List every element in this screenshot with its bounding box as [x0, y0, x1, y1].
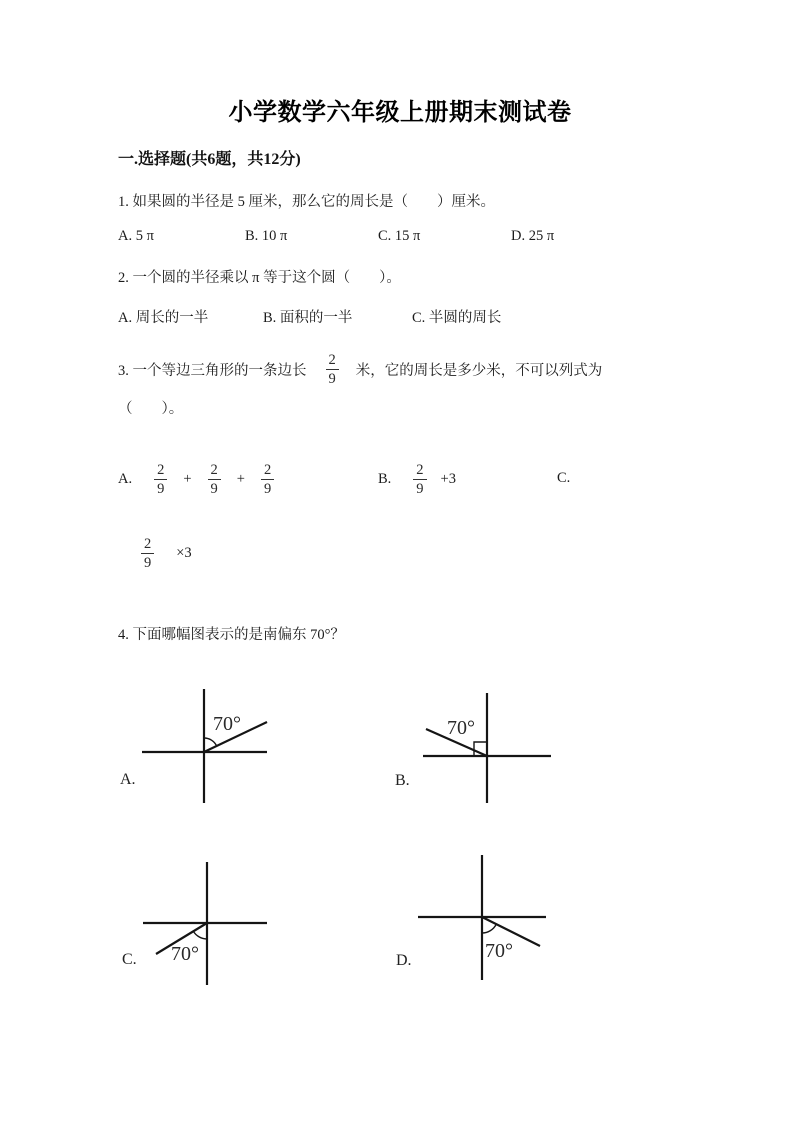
angle-value-label: 70° — [213, 713, 241, 735]
q1-option-c: C. 15 π — [378, 228, 421, 244]
page-title: 小学数学六年级上册期末测试卷 — [228, 100, 572, 126]
question-1-text: 1. 如果圆的半径是 5 厘米，那么它的周长是（ ）厘米。 — [118, 194, 495, 210]
q3-option-b-suffix: +3 — [440, 471, 456, 488]
q3-option-b — [378, 462, 456, 497]
section-heading: 一.选择题(共6题，共12分) — [118, 151, 301, 168]
angle-value-label: 70° — [447, 717, 475, 739]
angle-arc — [204, 738, 217, 746]
q3-text-before: 3. 一个等边三角形的一条边长 — [118, 363, 307, 380]
plus-operator: + — [183, 471, 192, 488]
diagram-b-letter: B. — [395, 772, 410, 789]
q2-option-c: C. 半圆的周长 — [412, 310, 502, 326]
question-1-options — [118, 228, 644, 245]
q1-option-a: A. 5 π — [118, 228, 154, 244]
angle-value-label: 70° — [485, 940, 513, 962]
q2-option-b: B. 面积的一半 — [263, 310, 353, 326]
q1-option-d: D. 25 π — [511, 228, 555, 244]
q3-text-after: 米，它的周长是多少米，不可以列式为 — [355, 363, 603, 380]
question-2-text: 2. 一个圆的半径乘以 π 等于这个圆（ ）。 — [118, 270, 401, 286]
fraction-two-ninths: $\frac{2}{9}$ — [261, 462, 274, 497]
q3-option-b-letter: B. — [378, 471, 392, 488]
fraction-two-ninths: $\frac{2}{9}$ — [326, 352, 339, 387]
q3-option-c-suffix: ×3 — [176, 545, 192, 562]
compass-diagram-a — [110, 668, 350, 846]
q3-option-c-content — [141, 536, 192, 571]
diagram-d-letter: D. — [396, 952, 412, 969]
q1-option-b: B. 10 π — [245, 228, 288, 244]
plus-operator: + — [236, 471, 245, 488]
q3-option-c-letter: C. — [557, 470, 571, 486]
angle-value-label: 70° — [171, 943, 199, 965]
q2-option-a: A. 周长的一半 — [118, 310, 209, 326]
fraction-two-ninths: $\frac{2}{9}$ — [413, 462, 426, 497]
fraction-two-ninths: $\frac{2}{9}$ — [141, 536, 154, 571]
fraction-two-ninths: $\frac{2}{9}$ — [154, 462, 167, 497]
question-2-options — [118, 306, 561, 327]
diagram-c-letter: C. — [122, 951, 137, 968]
angle-arc — [482, 924, 496, 933]
compass-diagram-c — [110, 846, 350, 1024]
question-3-text — [118, 352, 602, 387]
q3-option-a-letter: A. — [118, 471, 133, 488]
question-4-text: 4. 下面哪幅图表示的是南偏东 70°？ — [118, 627, 345, 643]
fraction-two-ninths: $\frac{2}{9}$ — [208, 462, 221, 497]
angle-arc — [193, 931, 207, 939]
q3-text-line2: （ ）。 — [118, 401, 184, 417]
q3-option-a — [118, 462, 274, 497]
diagram-a-letter: A. — [120, 771, 136, 788]
compass-diagram-b — [385, 668, 625, 846]
compass-diagram-d — [385, 846, 625, 1024]
